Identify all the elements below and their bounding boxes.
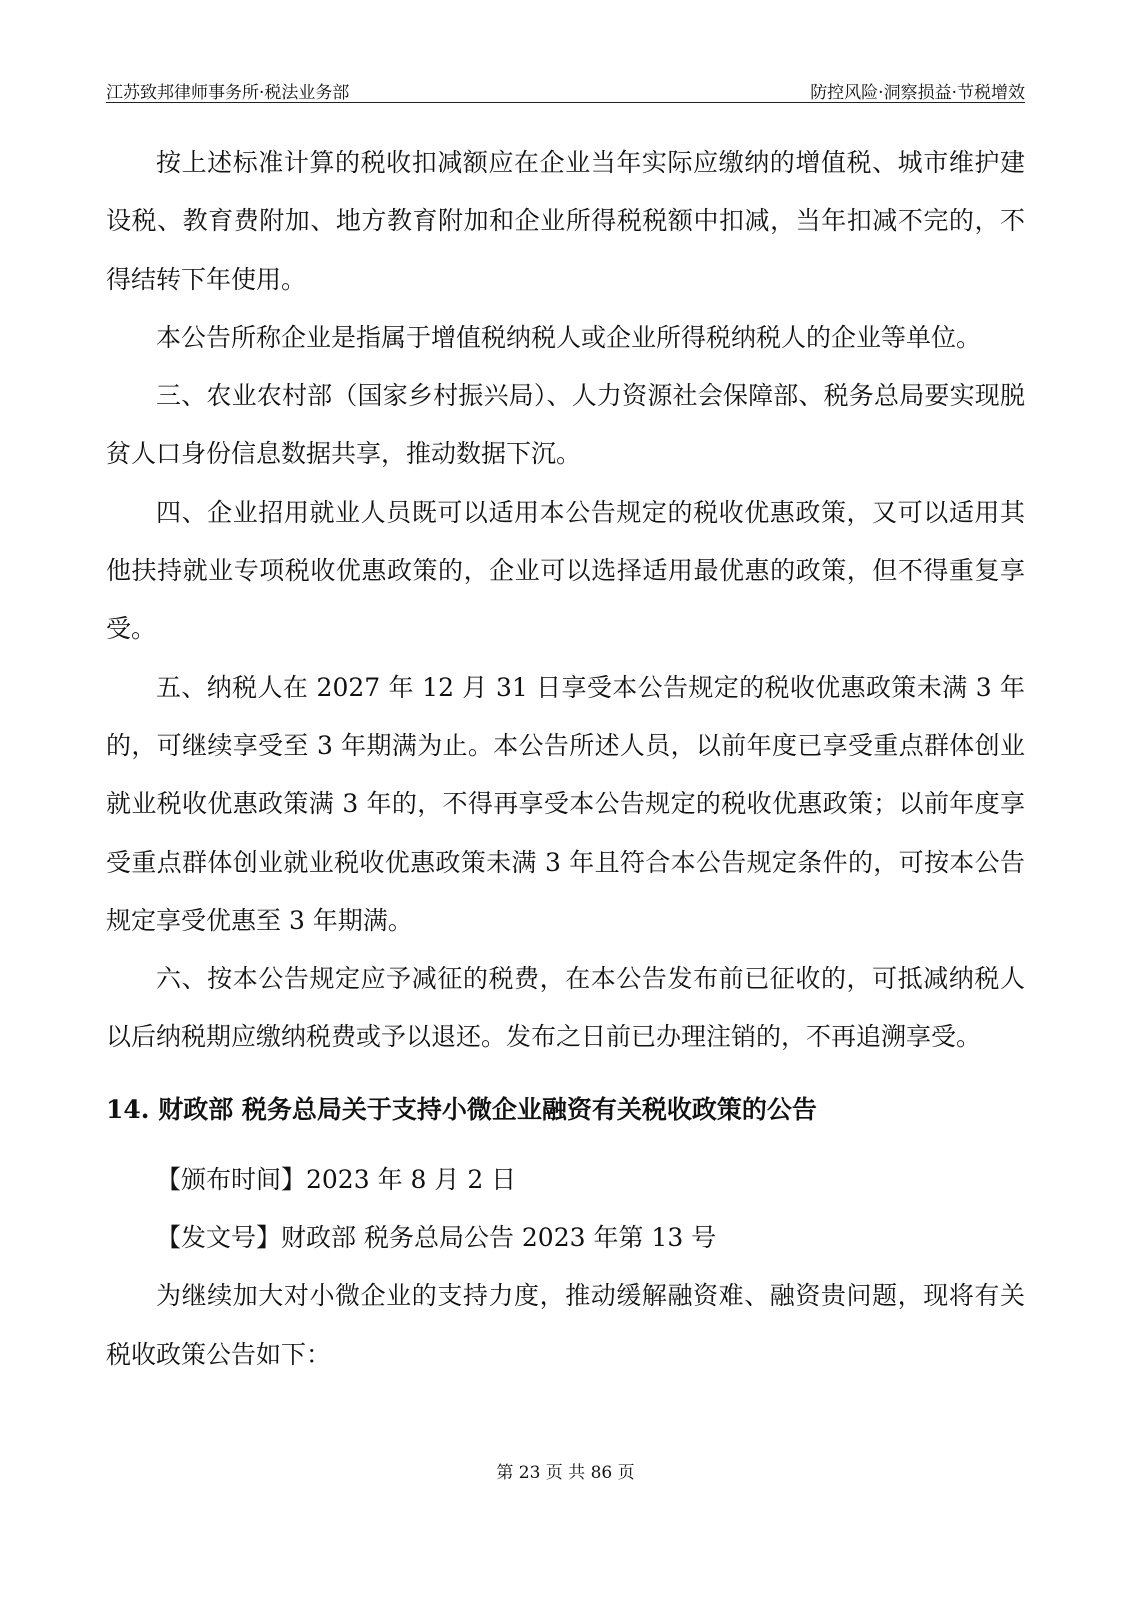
paragraph-intro: 为继续加大对小微企业的支持力度，推动缓解融资难、融资贵问题，现将有关税收政策公告如下： <box>106 1281 1025 1369</box>
paragraph-deduction-rule: 按上述标准计算的税收扣减额应在企业当年实际应缴纳的增值税、城市维护建设税、教育费附加、地方教育附加和企业所得税税额中扣减，当年扣减不完的，不得结转下年使用。 <box>106 148 1025 294</box>
paragraph-document-number: 【发文号】财政部 税务总局公告 2023 年第 13 号 <box>156 1223 717 1253</box>
paragraph-item-3: 三、农业农村部（国家乡村振兴局）、人力资源社会保障部、税务总局要实现脱贫人口身份信息数据共享，推动数据下沉。 <box>106 381 1025 469</box>
header-right-text: 防控风险·洞察损益·节税增效 <box>810 83 1025 103</box>
paragraph-item-6: 六、按本公告规定应予减征的税费，在本公告发布前已征收的，可抵减纳税人以后纳税期应缴纳税费或予以退还。发布之日前已办理注销的，不再追溯享受。 <box>106 964 1025 1052</box>
paragraph-item-4: 四、企业招用就业人员既可以适用本公告规定的税收优惠政策，又可以适用其他扶持就业专项税收优惠政策的，企业可以选择适用最优惠的政策，但不得重复享受。 <box>106 497 1025 644</box>
paragraph-item-5: 五、纳税人在 2027 年 12 月 31 日享受本公告规定的税收优惠政策未满 3 年的，可继续享受至 3 年期满为止。本公告所述人员，以前年度已享受重点群体创业就业税收优惠政策满 3 年的，不得再享受本公告规定的税收优惠政策；以前年度享受重点群体创业就业税收优惠政策未满 3 年且符合本公告规定条件的，可按本公告规定享受优惠至 3 年期满。 <box>106 672 1025 935</box>
paragraph-issue-date: 【颁布时间】2023 年 8 月 2 日 <box>156 1164 517 1194</box>
document-body <box>106 134 1025 1384</box>
section-heading: 14. 财政部 税务总局关于支持小微企业融资有关税收政策的公告 <box>106 1094 817 1124</box>
page-number: 第 23 页 共 86 页 <box>496 1463 635 1483</box>
page-header <box>106 76 1025 103</box>
header-left-text: 江苏致邦律师事务所·税法业务部 <box>106 83 350 103</box>
paragraph-enterprise-definition: 本公告所称企业是指属于增值税纳税人或企业所得税纳税人的企业等单位。 <box>156 322 982 352</box>
